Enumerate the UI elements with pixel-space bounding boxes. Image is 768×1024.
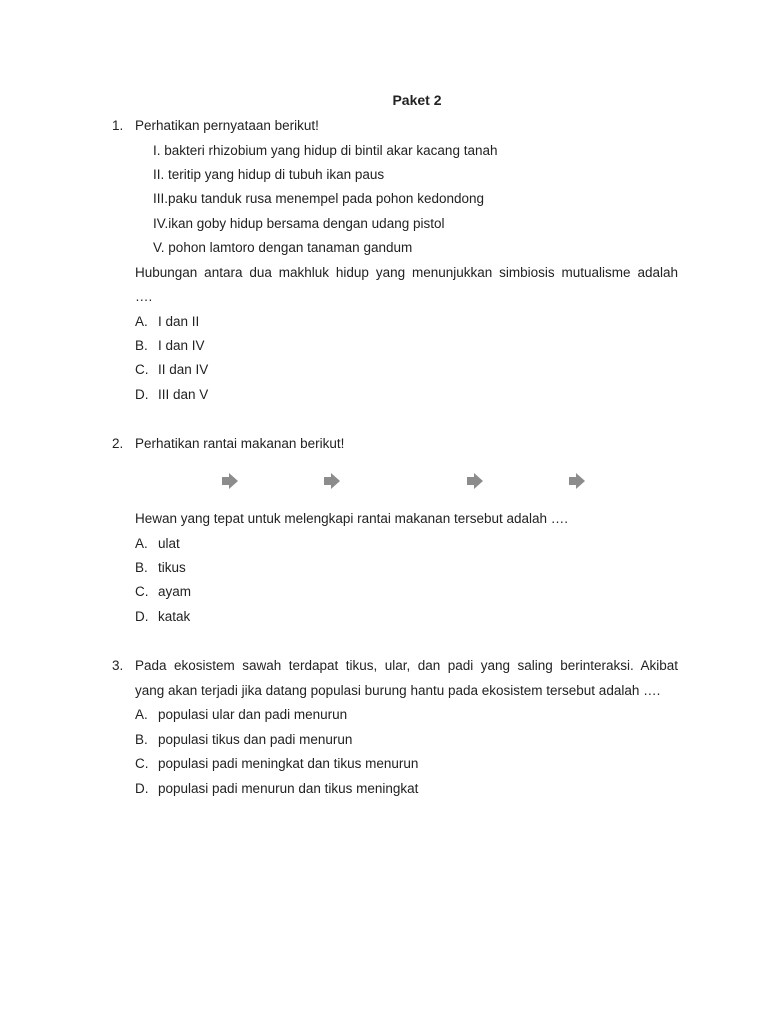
- option-label: B.: [135, 732, 148, 747]
- option-label: C.: [135, 584, 149, 599]
- option-text: populasi tikus dan padi menurun: [158, 732, 353, 747]
- option-label: D.: [135, 781, 149, 796]
- statement-item: [153, 166, 384, 184]
- option-text: I dan IV: [158, 338, 205, 353]
- option-label: A.: [135, 707, 148, 722]
- option-text: tikus: [158, 560, 186, 575]
- option-text: populasi padi meningkat dan tikus menurun: [158, 756, 419, 771]
- statement-text: ikan goby hidup bersama dengan udang pistol: [168, 216, 445, 231]
- question-text-continued: yang akan terjadi jika datang populasi burung hantu pada ekosistem tersebut adalah ….: [135, 683, 661, 698]
- statement-label: II.: [153, 167, 165, 182]
- question-prompt: Perhatikan pernyataan berikut!: [135, 118, 319, 133]
- option-text: II dan IV: [158, 362, 209, 377]
- question-number: 1.: [112, 118, 124, 133]
- right-arrow-icon: [474, 473, 483, 489]
- option-text: I dan II: [158, 314, 200, 329]
- question-text: Hubungan antara dua makhluk hidup yang menunjukkan simbiosis mutualisme adalah: [135, 265, 678, 280]
- statement-text: bakteri rhizobium yang hidup di bintil akar kacang tanah: [164, 143, 498, 158]
- option-label: A.: [135, 536, 148, 551]
- statement-text: paku tanduk rusa menempel pada pohon kedondong: [168, 191, 485, 206]
- option-text: III dan V: [158, 387, 209, 402]
- statement-text: teritip yang hidup di tubuh ikan paus: [168, 167, 385, 182]
- right-arrow-icon: [331, 473, 340, 489]
- statement-label: III.: [153, 191, 169, 206]
- statement-label: I.: [153, 143, 161, 158]
- statement-item: [153, 215, 444, 233]
- option-label: D.: [135, 609, 149, 624]
- page-title: Paket 2: [392, 92, 442, 108]
- statement-label: IV.: [153, 216, 169, 231]
- right-arrow-icon: [229, 473, 238, 489]
- option-label: D.: [135, 387, 149, 402]
- option-label: B.: [135, 338, 148, 353]
- option-text: populasi padi menurun dan tikus meningkat: [158, 781, 419, 796]
- option-label: B.: [135, 560, 148, 575]
- statement-text: pohon lamtoro dengan tanaman gandum: [168, 240, 413, 255]
- option-label: A.: [135, 314, 148, 329]
- option-text: ulat: [158, 536, 180, 551]
- question-text: Pada ekosistem sawah terdapat tikus, ular, dan padi yang saling berinteraksi. Akibat: [135, 658, 678, 673]
- question-prompt: Perhatikan rantai makanan berikut!: [135, 436, 345, 451]
- option-text: ayam: [158, 584, 192, 599]
- statement-item: [153, 190, 484, 208]
- option-text: populasi ular dan padi menurun: [158, 707, 348, 722]
- statement-item: [153, 239, 412, 257]
- statement-item: [153, 142, 497, 160]
- question-text: Hewan yang tepat untuk melengkapi rantai makanan tersebut adalah ….: [135, 511, 569, 526]
- option-label: C.: [135, 362, 149, 377]
- question-text-continued: ….: [135, 289, 153, 304]
- right-arrow-icon: [576, 473, 585, 489]
- option-label: C.: [135, 756, 149, 771]
- statement-label: V.: [153, 240, 165, 255]
- question-number: 3.: [112, 658, 124, 673]
- question-number: 2.: [112, 436, 124, 451]
- option-text: katak: [158, 609, 191, 624]
